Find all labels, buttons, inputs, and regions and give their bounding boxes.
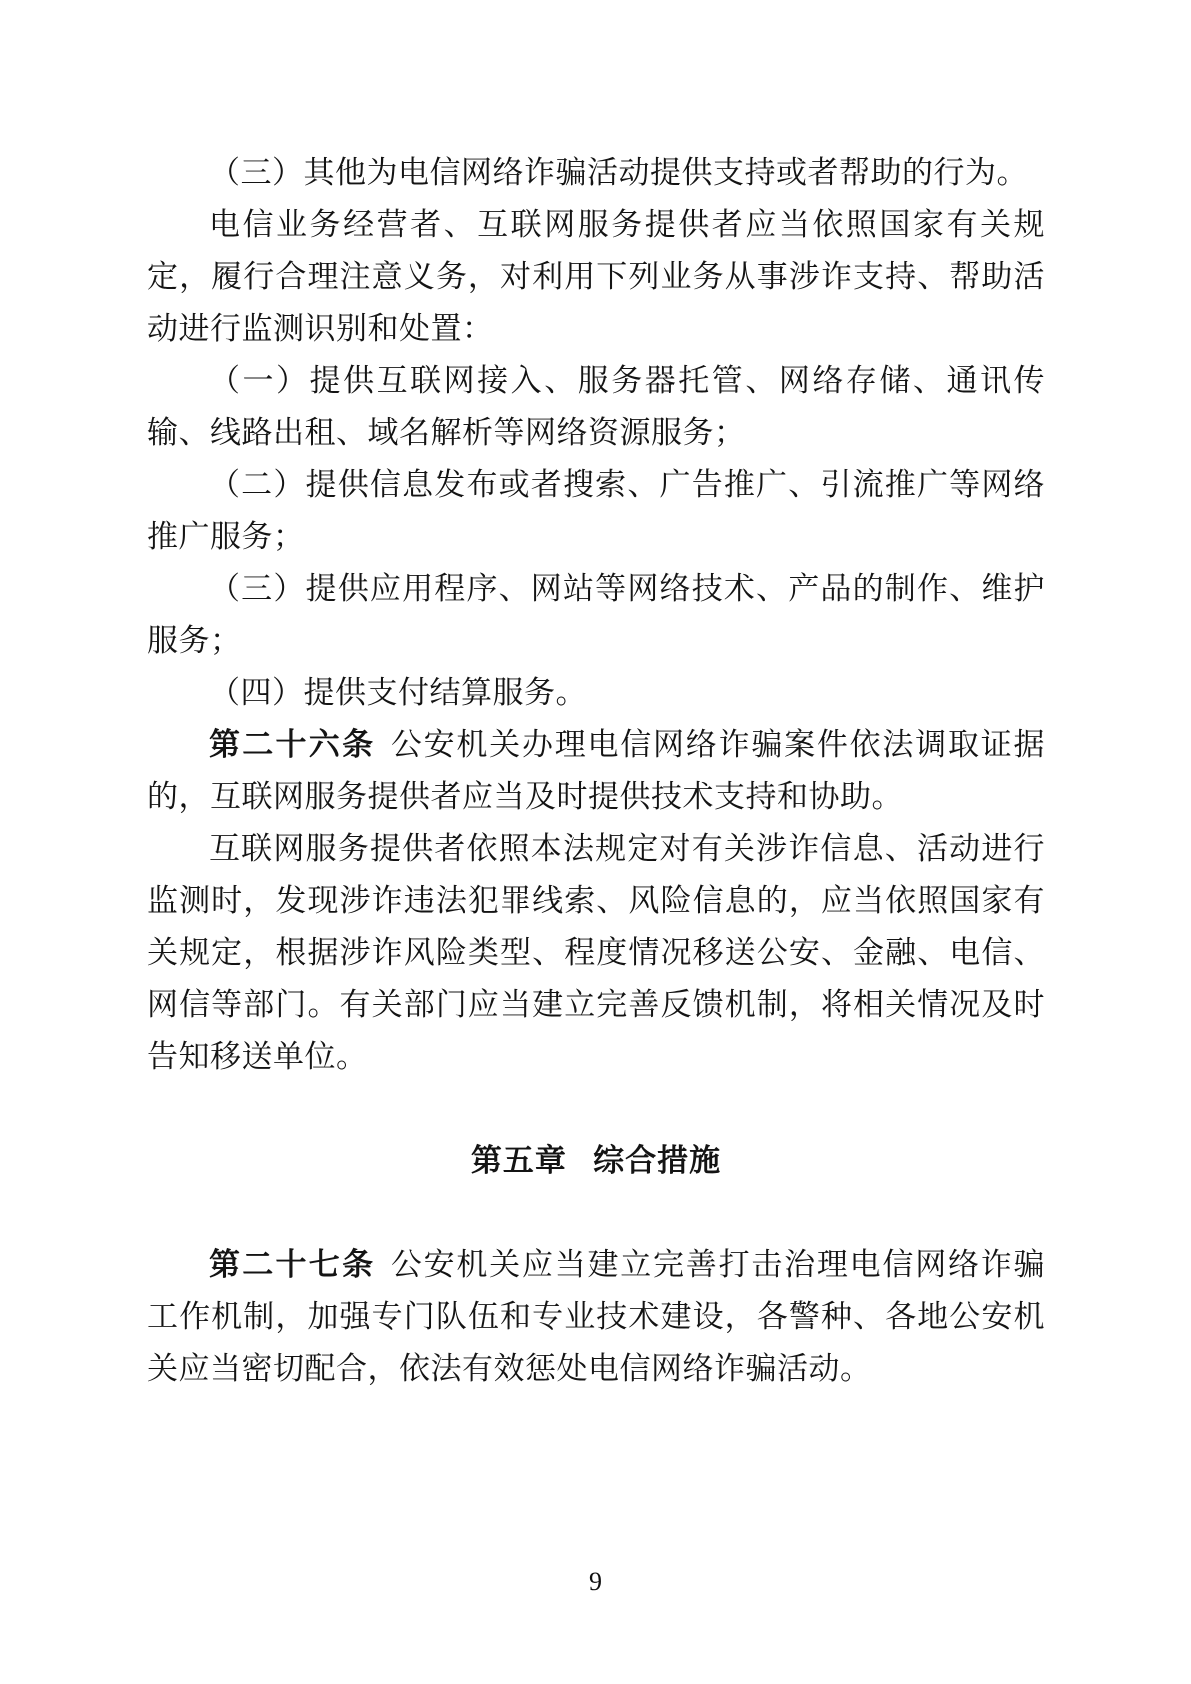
paragraph-item-1-network-resources: （一）提供互联网接入、服务器托管、网络存储、通讯传输、线路出租、域名解析等网络资源服务； [147, 363, 1045, 450]
paragraph-isp-monitoring: 互联网服务提供者依照本法规定对有关涉诈信息、活动进行监测时，发现涉诈违法犯罪线索、风险信息的，应当依照国家有关规定，根据涉诈风险类型、程度情况移送公安、金融、电信、网信等部门。有关部门应当建立完善反馈机制，将相关情况及时告知移送单位。 [147, 831, 1045, 1074]
article-27-text: 公安机关应当建立完善打击治理电信网络诈骗工作机制，加强专门队伍和专业技术建设，各警种、各地公安机关应当密切配合，依法有效惩处电信网络诈骗活动。 [147, 1247, 1046, 1386]
article-27-number: 第二十七条 [209, 1247, 376, 1282]
article-26-number: 第二十六条 [209, 727, 376, 762]
chapter-5-label: 第五章 [470, 1143, 567, 1178]
chapter-5-title: 综合措施 [593, 1143, 722, 1178]
paragraph-item-2-promotion-services: （二）提供信息发布或者搜索、广告推广、引流推广等网络推广服务； [147, 467, 1045, 554]
paragraph-article-27 [147, 1239, 1045, 1395]
page-number: 9 [589, 1567, 602, 1596]
paragraph-telecom-operators-duty: 电信业务经营者、互联网服务提供者应当依照国家有关规定，履行合理注意义务，对利用下列业务从事涉诈支持、帮助活动进行监测识别和处置： [147, 207, 1045, 346]
document-body [147, 147, 1045, 1395]
paragraph-item-3-tech-services: （三）提供应用程序、网站等网络技术、产品的制作、维护服务； [147, 571, 1045, 658]
paragraph-item-4-payment-services: （四）提供支付结算服务。 [209, 675, 587, 710]
article-26-text: 公安机关办理电信网络诈骗案件依法调取证据的，互联网服务提供者应当及时提供技术支持和协助。 [147, 727, 1046, 814]
chapter-5-heading [147, 1135, 1045, 1187]
paragraph-item-3-other-acts: （三）其他为电信网络诈骗活动提供支持或者帮助的行为。 [209, 155, 1028, 190]
paragraph-article-26 [147, 719, 1045, 823]
